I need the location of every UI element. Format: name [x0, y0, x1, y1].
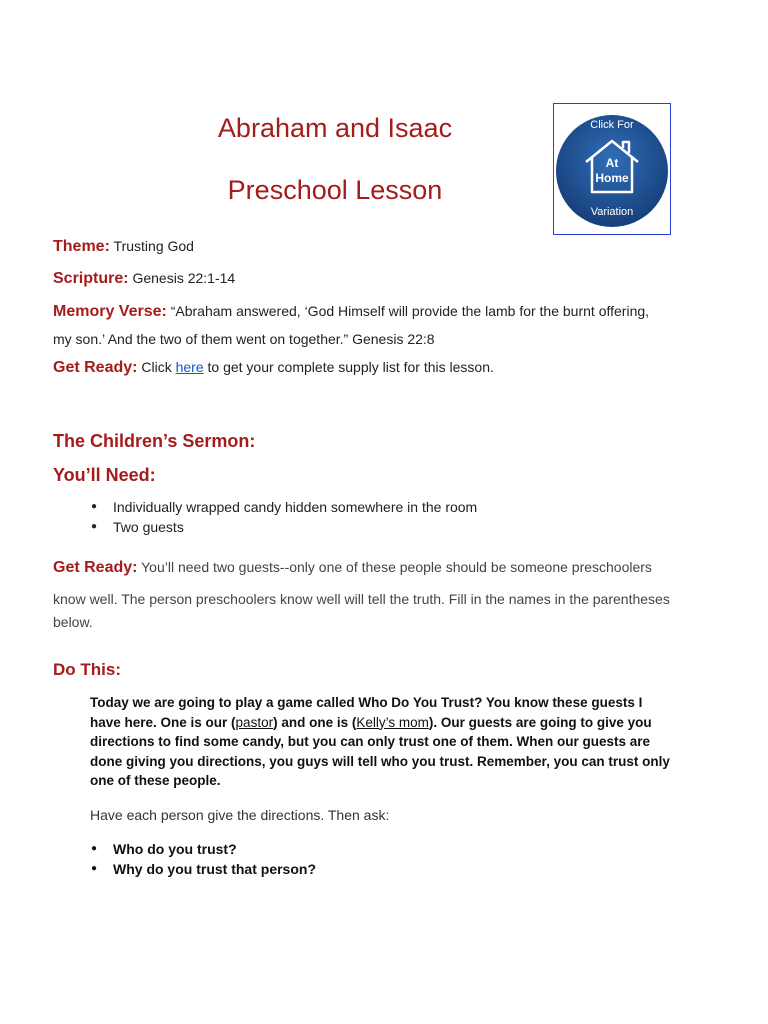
- memory-verse-line1: “Abraham answered, ‘God Himself will provide the lamb for the burnt offering,: [170, 303, 650, 319]
- guest-name-2: Kelly’s mom: [356, 714, 429, 730]
- bullet-icon: ●: [91, 501, 98, 512]
- sermon-get-ready-line1: You’ll need two guests--only one of these people should be someone preschoolers: [141, 559, 652, 575]
- theme-row: [53, 238, 194, 256]
- scripture-value: Genesis 22:1-14: [132, 270, 236, 286]
- sermon-get-ready-line2: know well. The person preschoolers know well will tell the truth. Fill in the names in the parentheses: [53, 591, 670, 607]
- list-item: ● Individually wrapped candy hidden somewhere in the room: [91, 499, 478, 515]
- list-item: ● Two guests: [91, 519, 184, 535]
- sermon-script: Today we are going to play a game called Who Do You Trust? You know these guests I have here. One is our (pastor) and one is (Kelly’s mom). Our guests are going to give you directions to find some candy, but you can only trust one of them. When our guests are done giving you directions, you guys will tell who you trust. Remember, you can trust only one of these people.: [90, 695, 670, 788]
- memory-verse-label: Memory Verse:: [53, 303, 167, 320]
- question-list: [91, 839, 316, 879]
- badge-house-text-1: At: [605, 156, 619, 170]
- page-subtitle: Preschool Lesson: [227, 175, 443, 205]
- badge-bottom-text: Variation: [590, 206, 634, 218]
- memory-verse-line2: my son.’ And the two of them went on together.” Genesis 22:8: [53, 331, 435, 347]
- get-ready-row: [53, 359, 494, 377]
- supply-list: [91, 497, 478, 537]
- badge-house-text-2: Home: [595, 171, 629, 185]
- do-this-heading: Do This:: [53, 660, 121, 679]
- youll-need-heading: You’ll Need:: [53, 465, 156, 485]
- at-home-variation-button[interactable]: [553, 103, 671, 235]
- bullet-icon: ●: [91, 521, 98, 532]
- theme-value: Trusting God: [113, 238, 194, 254]
- theme-label: Theme:: [53, 238, 110, 255]
- scripture-label: Scripture:: [53, 270, 129, 287]
- sermon-get-ready-row: [53, 559, 652, 577]
- instruction-text: Have each person give the directions. Then ask:: [90, 807, 390, 823]
- childrens-sermon-heading: The Children’s Sermon:: [53, 431, 256, 451]
- scripture-row: [53, 270, 235, 288]
- list-item: ● Why do you trust that person?: [91, 861, 316, 877]
- guest-name-1: pastor: [235, 714, 274, 730]
- get-ready-label: Get Ready:: [53, 359, 138, 376]
- list-item: ● Who do you trust?: [91, 841, 237, 857]
- get-ready-post: to get your complete supply list for this lesson.: [207, 359, 494, 375]
- sermon-get-ready-label: Get Ready:: [53, 559, 138, 576]
- memory-verse-row: [53, 303, 649, 321]
- sermon-get-ready-line3: below.: [53, 614, 93, 630]
- badge-top-text: Click For: [590, 119, 634, 131]
- get-ready-pre: Click: [141, 359, 172, 375]
- supply-list-link[interactable]: here: [175, 359, 204, 375]
- page-title: Abraham and Isaac: [217, 113, 453, 143]
- bullet-icon: ●: [91, 843, 98, 854]
- bullet-icon: ●: [91, 863, 98, 874]
